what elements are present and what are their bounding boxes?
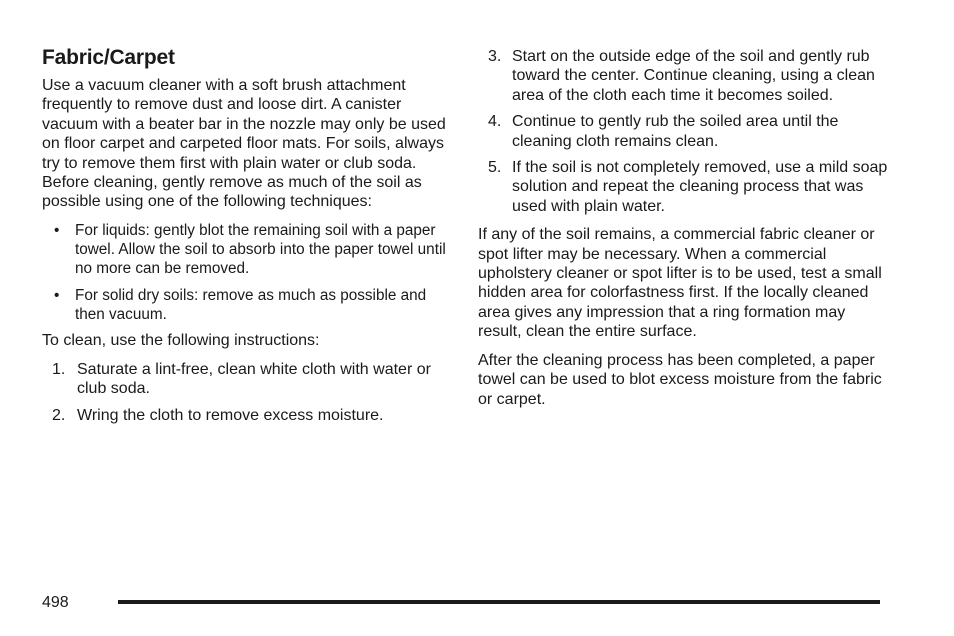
step-number: 3. — [488, 48, 502, 65]
bullet-text: For solid dry soils: remove as much as possible and then vacuum. — [75, 286, 427, 324]
step-text: If the soil is not completely removed, use a mild soap solution and repeat the cleaning process that was used with plain water. — [512, 159, 888, 215]
technique-list — [42, 221, 452, 324]
step-number: 1. — [52, 360, 66, 378]
list-item — [42, 221, 452, 279]
step-text: Continue to gently rub the soiled area until the cleaning cloth remains clean. — [512, 113, 839, 150]
steps-list-part-1 — [42, 360, 452, 425]
left-column — [42, 46, 452, 434]
step-number: 5. — [488, 159, 502, 177]
intro-paragraph: Use a vacuum cleaner with a soft brush attachment frequently to remove dust and loose dirt. A canister vacuum with a beater bar in the nozzle may only be used on floor carpet and carpeted floor mats. For soils, always try to remove them first with plain water or club soda. Before cleaning, gently remove as much of the soil as possible using one of the following techniques: — [42, 77, 446, 211]
bullet-icon: • — [54, 221, 60, 239]
bullet-text: For liquids: gently blot the remaining soil with a paper towel. Allow the soil to absorb into the paper towel until no more can be removed. — [75, 221, 446, 278]
step-item — [478, 112, 888, 151]
step-item — [478, 158, 888, 216]
steps-list-part-2 — [478, 47, 888, 216]
step-text: Wring the cloth to remove excess moisture. — [77, 406, 384, 424]
step-number: 4. — [488, 113, 502, 131]
page-number: 498 — [42, 594, 69, 611]
step-item — [478, 47, 888, 105]
list-item — [42, 286, 452, 325]
section-heading: Fabric/Carpet — [42, 46, 175, 69]
instructions-intro: To clean, use the following instructions: — [42, 332, 320, 350]
footer-rule — [118, 600, 880, 604]
step-text: Start on the outside edge of the soil and gently rub toward the center. Continue cleaning, using a clean area of the cloth each time it becomes soiled. — [512, 48, 875, 104]
step-number: 2. — [52, 406, 66, 424]
commercial-cleaner-paragraph: If any of the soil remains, a commercial fabric cleaner or spot lifter may be necessary. When a commercial upholstery cleaner or spot lifter is to be used, test a small hidden area for colorfastness first. If the locally cleaned area gives any impression that a ring formation may result, clean the entire surface. — [478, 226, 882, 341]
step-item — [42, 360, 452, 399]
bullet-icon: • — [54, 286, 60, 304]
after-cleaning-paragraph: After the cleaning process has been completed, a paper towel can be used to blot excess moisture from the fabric or carpet. — [478, 351, 882, 408]
step-text: Saturate a lint-free, clean white cloth with water or club soda. — [77, 360, 431, 398]
step-item — [42, 406, 452, 425]
right-column — [478, 46, 888, 418]
